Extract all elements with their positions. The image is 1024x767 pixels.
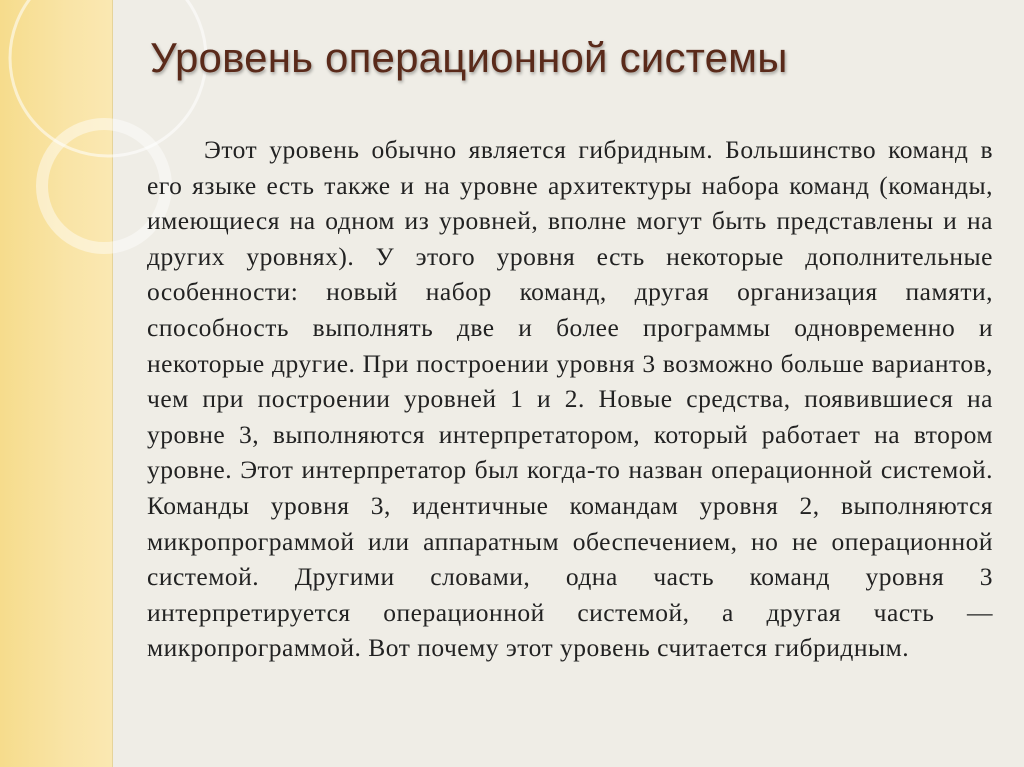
decorative-rings (0, 0, 160, 260)
slide-title: Уровень операционной системы (150, 34, 788, 81)
slide-body-paragraph: Этот уровень обычно является гибридным. Большинство команд в его языке есть также и на уровне архитектуры набора команд (команды, имеющиеся на одном из уровней, вполне могут быть представлены и на других уровнях). У этого уровня есть некоторые дополнительные особенности: новый набор команд, другая организация памяти, способность выполнять две и более программы одновременно и некоторые другие. При построении уровня 3 возможно больше вариантов, чем при построении уровней 1 и 2. Новые средства, появившиеся на уровне 3, выполняются интерпретатором, который работает на втором уровне. Этот интерпретатор был когда-то назван операционной системой. Команды уровня 3, идентичные командам уровня 2, выполняются микропрограммой или аппаратным обеспечением, но не операционной системой. Другими словами, одна часть команд уровня 3 интерпретируется операционной системой, а другая часть — микропрограммой. Вот почему этот уровень считается гибридным. (147, 135, 993, 663)
